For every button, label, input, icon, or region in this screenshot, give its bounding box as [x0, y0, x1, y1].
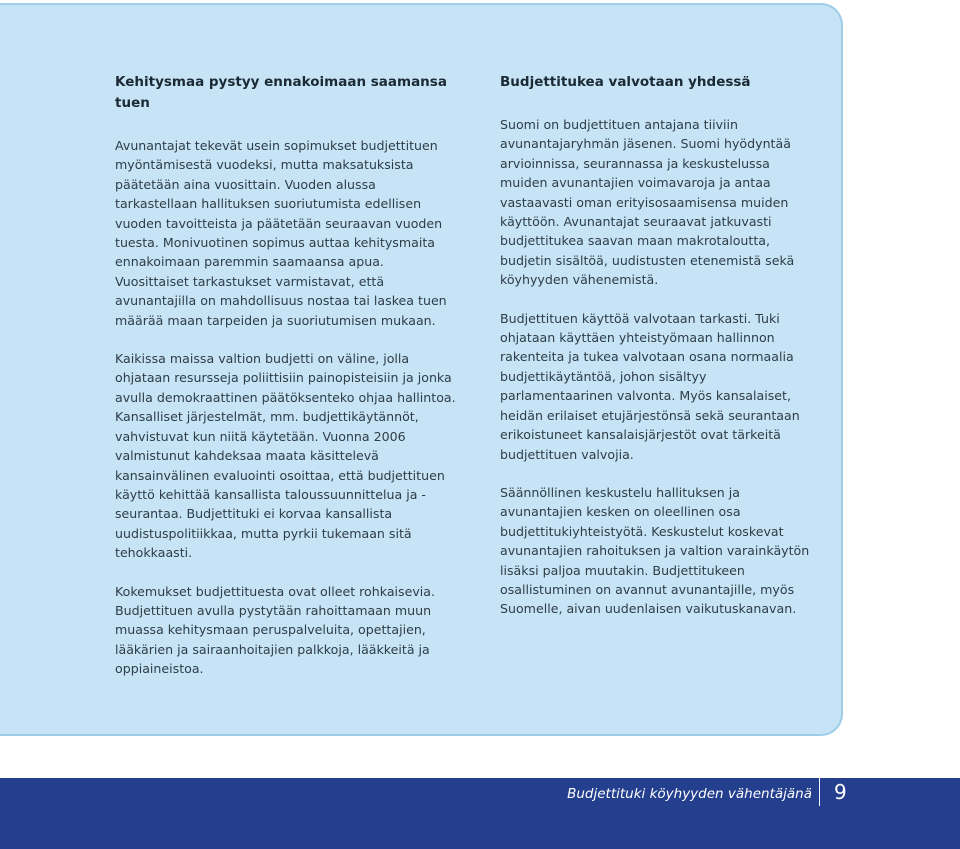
footer-band — [0, 778, 960, 849]
right-column — [500, 72, 820, 638]
left-paragraph-1: Avunantajat tekevät usein sopimukset budjettituen myöntämisestä vuodeksi, mutta maksatuksista päätetään aina vuosittain. Vuoden alussa tarkastellaan hallituksen suoriutumista edellisen vuoden tavoitteista ja päätetään seuraavan vuoden tuesta. Monivuotinen sopimus auttaa kehitysmaita ennakoimaan paremmin saamaansa apua. Vuosittaiset tarkastukset varmistavat, että avunantajilla on mahdollisuus nostaa tai laskea tuen määrää maan tarpeiden ja suoriutumisen mukaan. — [115, 138, 447, 328]
right-paragraph-1: Suomi on budjettituen antajana tiiviin avunantajaryhmän jäsenen. Suomi hyödyntää arvioinnissa, seurannassa ja keskustelussa muiden avunantajien voimavaroja ja antaa vastaavasti oman erityisosaamisensa muiden käyttöön. Avunantajat seuraavat jatkuvasti budjettitukea saavan maan makrotaloutta, budjetin sisältöä, uudistusten etenemistä sekä köyhyyden vähenemistä. — [500, 117, 795, 288]
left-paragraph-3: Kokemukset budjettituesta ovat olleet rohkaisevia. Budjettituen avulla pystytään rahoittamaan muun muassa kehitysmaan peruspalveluita, opettajien, lääkärien ja sairaanhoitajien palkkoja, lääkkeitä ja oppiaineistoa. — [115, 583, 436, 677]
left-paragraph-2: Kaikissa maissa valtion budjetti on väline, jolla ohjataan resursseja poliittisiin painopisteisiin ja jonka avulla demokraattinen päätöksenteko ohjaa hallintoa. Kansalliset järjestelmät, mm. budjettikäytännöt, vahvistuvat kun niitä käytetään. Vuonna 2006 valmistunut kahdeksaa maata käsittelevä kansainvälinen evaluointi osoittaa, että budjettituen käyttö kehittää kansallista taloussuunnittelua ja -seurantaa. Budjettituki ei korvaa kansallista uudistuspolitiikkaa, mutta pyrkii tukemaan sitä tehokkaasti. — [115, 351, 456, 561]
footer-divider — [819, 776, 820, 806]
left-column-heading: Kehitysmaa pystyy ennakoimaan saamansa tuen — [115, 74, 447, 111]
right-paragraph-2: Budjettituen käyttöä valvotaan tarkasti. Tuki ohjataan käyttäen yhteistyömaan hallinnon rakenteita ja tukea valvotaan osana normaalia budjettikäytäntöä, johon sisältyy parlamentaarinen valvonta. Myös kansalaiset, heidän erilaiset etujärjestönsä sekä seurantaan erikoistuneet kansalaisjärjestöt ovat tärkeitä budjettituen valvojia. — [500, 310, 800, 462]
right-column-heading: Budjettitukea valvotaan yhdessä — [500, 74, 751, 90]
left-column — [115, 72, 460, 698]
footer-publication-title: Budjettituki köyhyyden vähentäjänä — [567, 786, 812, 802]
right-paragraph-3: Säännöllinen keskustelu hallituksen ja avunantajien kesken on oleellinen osa budjettitukiyhteistyötä. Keskustelut koskevat avunantajien rahoituksen ja valtion varainkäytön lisäksi paljoa muutakin. Budjettitukeen osallistuminen on avannut avunantajille, myös Suomelle, aivan uudenlaisen vaikutuskanavan. — [500, 484, 810, 617]
footer-page-number: 9 — [834, 780, 847, 804]
